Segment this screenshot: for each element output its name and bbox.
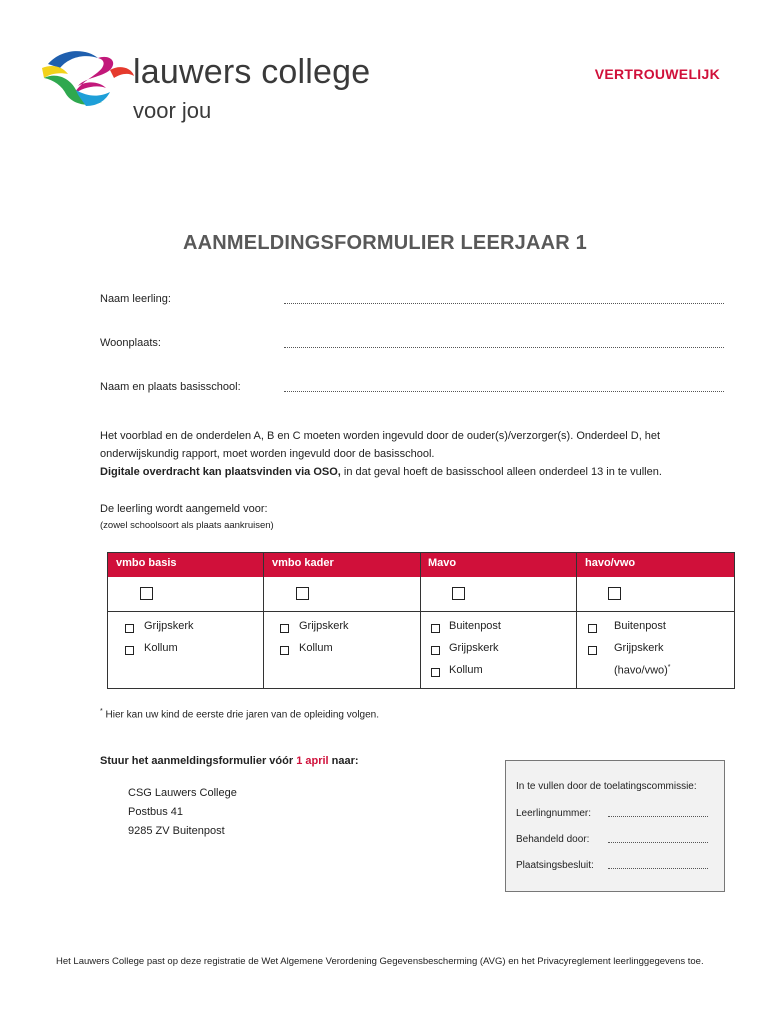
header-vmbo-kader: vmbo kader xyxy=(272,557,334,569)
footnote-mark: * xyxy=(100,708,103,715)
committee-title: In te vullen door de toelatingscommissie: xyxy=(516,781,697,792)
student-number-label: Leerlingnummer: xyxy=(516,808,592,819)
havo-vwo-buitenpost-label: Buitenpost xyxy=(614,620,666,632)
school-type-table xyxy=(107,552,735,689)
instructions-line-2: onderwijskundig rapport, moet worden ingevuld door de basisschool. xyxy=(100,448,435,460)
address-line-1: CSG Lauwers College xyxy=(128,787,237,799)
vmbo-basis-checkbox[interactable] xyxy=(140,587,153,600)
student-name-label: Naam leerling: xyxy=(100,293,171,305)
mavo-checkbox[interactable] xyxy=(452,587,465,600)
primary-school-label: Naam en plaats basisschool: xyxy=(100,381,241,393)
mavo-grijpskerk-label: Grijpskerk xyxy=(449,642,499,654)
deadline: 1 april xyxy=(296,755,329,767)
send-instruction: Stuur het aanmeldingsformulier vóór 1 april naar: xyxy=(100,755,359,767)
havo-vwo-grijpskerk-checkbox[interactable] xyxy=(588,646,597,655)
residence-label: Woonplaats: xyxy=(100,337,161,349)
footnote xyxy=(100,708,379,720)
mavo-buitenpost-label: Buitenpost xyxy=(449,620,501,632)
mavo-kollum-label: Kollum xyxy=(449,664,483,676)
header-havo-vwo: havo/vwo xyxy=(585,557,636,569)
student-name-field[interactable] xyxy=(284,293,724,304)
form-title: AANMELDINGSFORMULIER LEERJAAR 1 xyxy=(183,232,587,254)
footnote-text: Hier kan uw kind de eerste drie jaren van de opleiding volgen. xyxy=(102,709,380,721)
mavo-grijpskerk-checkbox[interactable] xyxy=(431,646,440,655)
havo-vwo-grijpskerk-label: Grijpskerk xyxy=(614,642,664,654)
vmbo-kader-kollum-label: Kollum xyxy=(299,642,333,654)
vmbo-basis-kollum-checkbox[interactable] xyxy=(125,646,134,655)
handled-by-label: Behandeld door: xyxy=(516,834,590,845)
address-line-3: 9285 ZV Buitenpost xyxy=(128,825,225,837)
vmbo-basis-grijpskerk-label: Grijpskerk xyxy=(144,620,194,632)
havo-vwo-buitenpost-checkbox[interactable] xyxy=(588,624,597,633)
privacy-notice: Het Lauwers College past op deze registratie de Wet Algemene Verordening Gegevensbescherming (AVG) en het Privacyreglement leerlinggegevens toe. xyxy=(56,956,704,967)
oso-note-rest: in dat geval hoeft de basisschool alleen onderdeel 13 in te vullen. xyxy=(340,466,662,478)
student-number-field[interactable] xyxy=(608,808,708,817)
registration-intro: De leerling wordt aangemeld voor: xyxy=(100,503,268,515)
mavo-kollum-checkbox[interactable] xyxy=(431,668,440,677)
vmbo-basis-grijpskerk-checkbox[interactable] xyxy=(125,624,134,633)
confidential-label: VERTROUWELIJK xyxy=(594,66,720,82)
mavo-buitenpost-checkbox[interactable] xyxy=(431,624,440,633)
havo-vwo-checkbox[interactable] xyxy=(608,587,621,600)
oso-note-bold: Digitale overdracht kan plaatsvinden via OSO, xyxy=(100,466,341,478)
column-divider xyxy=(576,553,577,688)
column-divider xyxy=(420,553,421,688)
brand-tagline: voor jou xyxy=(133,98,212,123)
vmbo-kader-grijpskerk-checkbox[interactable] xyxy=(280,624,289,633)
residence-field[interactable] xyxy=(284,337,724,348)
placement-decision-field[interactable] xyxy=(608,860,708,869)
vmbo-kader-kollum-checkbox[interactable] xyxy=(280,646,289,655)
instructions xyxy=(100,427,730,481)
vmbo-kader-grijpskerk-label: Grijpskerk xyxy=(299,620,349,632)
placement-decision-label: Plaatsingsbesluit: xyxy=(516,860,594,871)
admission-committee-box xyxy=(505,760,725,892)
lauwers-college-logo xyxy=(40,44,140,112)
address-line-2: Postbus 41 xyxy=(128,806,184,818)
handled-by-field[interactable] xyxy=(608,834,708,843)
instructions-line-1: Het voorblad en de onderdelen A, B en C moeten worden ingevuld door de ouder(s)/verzorger(s). Onderdeel D, het xyxy=(100,430,661,442)
instructions-line-3 xyxy=(100,463,730,481)
vmbo-basis-kollum-label: Kollum xyxy=(144,642,178,654)
header-mavo: Mavo xyxy=(428,557,457,569)
registration-hint: (zowel schoolsoort als plaats aankruisen) xyxy=(100,520,274,531)
table-header-row xyxy=(108,553,734,577)
brand-name: lauwers college xyxy=(133,53,371,91)
vmbo-kader-checkbox[interactable] xyxy=(296,587,309,600)
row-divider xyxy=(108,611,734,612)
primary-school-field[interactable] xyxy=(284,381,724,392)
havo-vwo-note-label: (havo/vwo)* xyxy=(614,664,671,677)
footnote-marker: * xyxy=(667,664,671,671)
header-vmbo-basis: vmbo basis xyxy=(116,557,177,569)
column-divider xyxy=(263,553,264,688)
